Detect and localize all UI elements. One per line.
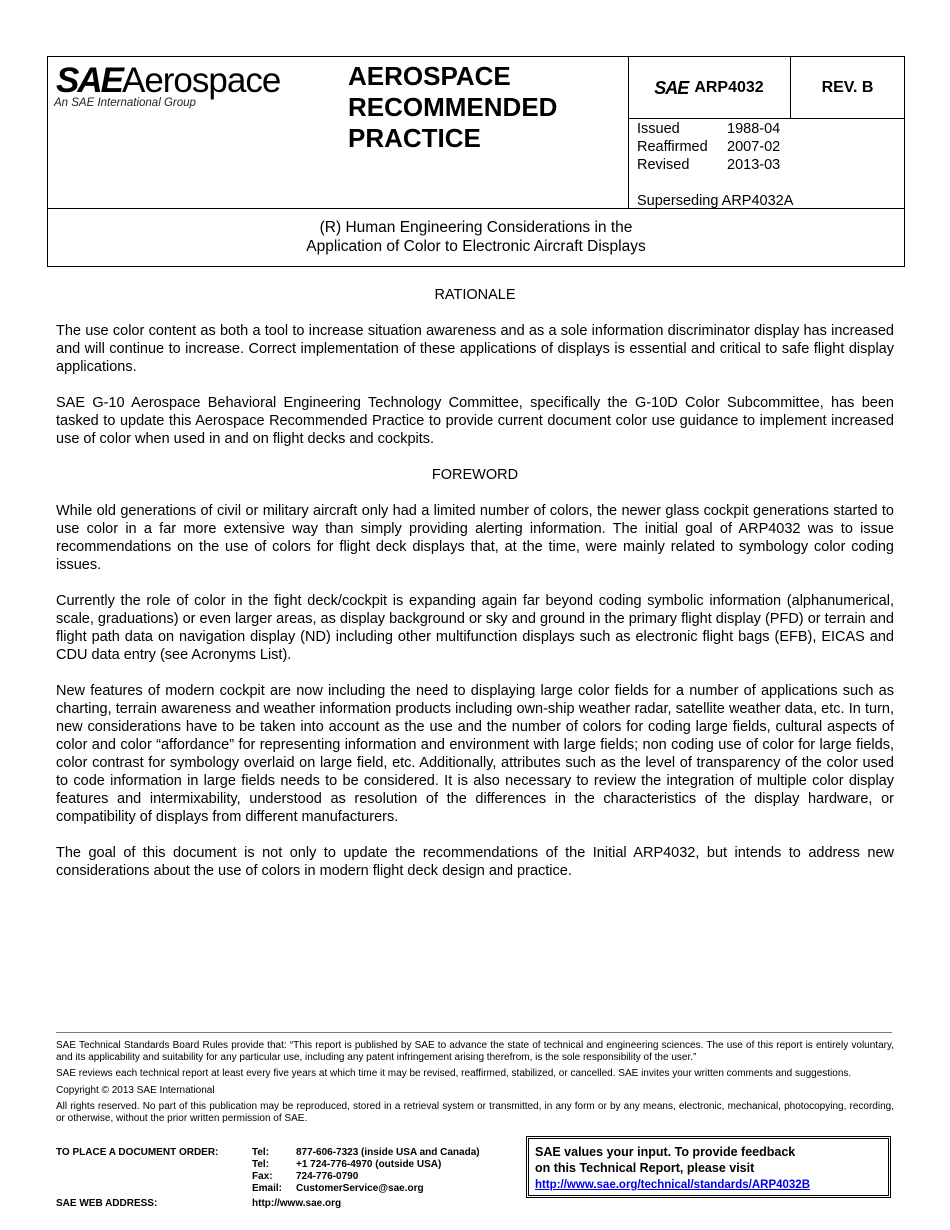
feedback-text: on this Technical Report, please visit bbox=[535, 1161, 755, 1175]
date-row: Reaffirmed 2007-02 bbox=[637, 139, 781, 155]
body-paragraph: SAE G-10 Aerospace Behavioral Engineering Technology Committee, specifically the G-10D Color Subcommittee, has been tasked to update this Aerospace Recommended Practice to provide current document color use guidance to implement increased use of color when used in and on flight decks and cockpits. bbox=[56, 395, 894, 447]
footer-paragraph: All rights reserved. No part of this publication may be reproduced, stored in a retrieval system or transmitted, in any form or by any means, electronic, mechanical, photocopying, recording, or otherwise, without the prior written permission of SAE. bbox=[56, 1101, 894, 1124]
superseding-note: Superseding ARP4032A bbox=[637, 193, 794, 209]
logo-sae-text: SAE bbox=[56, 61, 122, 100]
document-body bbox=[56, 286, 894, 898]
contact-row: Tel: +1 724-776-4970 (outside USA) bbox=[252, 1159, 442, 1170]
document-number: ARP4032 bbox=[694, 79, 764, 96]
logo-tagline: An SAE International Group bbox=[54, 97, 196, 109]
body-paragraph: While old generations of civil or military aircraft only had a limited number of colors, the newer glass cockpit generations started to use color in a far more extensive way than simply providing alerting information. The initial goal of ARP4032 was to issue recommendations on the use of colors for flight deck displays that, at the time, were mainly related to symbology color coding issues. bbox=[56, 503, 894, 573]
web-address-label: SAE WEB ADDRESS: bbox=[56, 1198, 158, 1209]
legal-footer bbox=[56, 1040, 894, 1129]
contact-row: Fax: 724-776-0790 bbox=[252, 1171, 359, 1182]
web-address-value: http://www.sae.org bbox=[252, 1198, 342, 1209]
section-heading-foreword: FOREWORD bbox=[431, 467, 519, 483]
contact-row: Email: CustomerService@sae.org bbox=[252, 1183, 424, 1194]
body-paragraph: The goal of this document is not only to update the recommendations of the Initial ARP4032, but intends to address new considerations about the use of colors in modern flight deck design and practice. bbox=[56, 845, 894, 879]
title-line: AEROSPACE bbox=[348, 61, 511, 91]
document-number-cell bbox=[628, 57, 790, 119]
footer-paragraph: SAE Technical Standards Board Rules provide that: “This report is published by SAE to advance the state of technical and engineering sciences. The use of this report is entirely voluntary, and its applicability and suitability for any particular use, including any patent infringement arising therefrom, is the sole responsibility of the user.” bbox=[56, 1040, 894, 1063]
contact-row: Tel: 877-606-7323 (inside USA and Canada) bbox=[252, 1147, 480, 1158]
document-type-title bbox=[348, 61, 557, 154]
footer-paragraph: SAE reviews each technical report at least every five years at which time it may be revised, reaffirmed, stabilized, or cancelled. SAE invites your written comments and suggestions. bbox=[56, 1068, 852, 1079]
body-paragraph: New features of modern cockpit are now including the need to displaying large color fields for a number of applications such as charting, terrain awareness and weather information products including own-ship weather radar, satellite weather data, etc. In turn, new considerations have to be taken into account as the use and the number of colors for coding large fields, cultural aspects of color and color “affordance” for representing information and environment with large fields; non coding use of color for large fields, color contrast for symbology overlaid on large field, etc. Additionally, attributes such as the level of transparency of the color used to code information in large fields needs to be considered. It is also necessary to review the integration of multiple color display features and intermixability, understood as resolution of the differences in the characteristics of the display hardware, or compatibility of displays from different manufacturers. bbox=[56, 683, 894, 825]
revision-label: REV. B bbox=[821, 79, 874, 96]
date-row: Issued 1988-04 bbox=[637, 121, 781, 137]
date-history bbox=[637, 120, 793, 210]
order-label: TO PLACE A DOCUMENT ORDER: bbox=[56, 1147, 219, 1158]
feedback-text: SAE values your input. To provide feedback bbox=[535, 1145, 796, 1159]
copyright-notice: Copyright © 2013 SAE International bbox=[56, 1084, 215, 1096]
body-paragraph: The use color content as both a tool to increase situation awareness and as a sole information discriminator display has increased and will continue to increase. Correct implementation of these applications of displays is essential and critical to safe flight display applications. bbox=[56, 323, 894, 375]
subject-line: Application of Color to Electronic Aircraft Displays bbox=[306, 238, 646, 255]
sae-aerospace-logo bbox=[48, 57, 338, 209]
body-paragraph: Currently the role of color in the fight deck/cockpit is expanding again far beyond coding symbolic information (alphanumerical, scale, graduations) or even larger areas, as display background or sky and ground in the primary flight display (PFD) or terrain and flight path data on navigation display (ND) including other multifunction displays such as electronic flight bags (EFB), EICAS and CDU data entry (see Acronyms List). bbox=[56, 593, 894, 663]
feedback-link[interactable]: http://www.sae.org/technical/standards/ARP4032B bbox=[535, 1179, 811, 1191]
feedback-box bbox=[526, 1136, 891, 1198]
section-heading-rationale: RATIONALE bbox=[434, 287, 516, 303]
title-line: PRACTICE bbox=[348, 123, 481, 153]
logo-aerospace-text: Aerospace bbox=[121, 61, 281, 100]
subject-line: (R) Human Engineering Considerations in the bbox=[319, 219, 633, 236]
document-subject bbox=[48, 209, 904, 266]
sae-mini-logo-icon: SAE bbox=[654, 77, 689, 98]
date-row: Revised 2013-03 bbox=[637, 157, 781, 173]
footer-divider bbox=[56, 1032, 892, 1033]
web-address-block bbox=[56, 1198, 456, 1209]
title-line: RECOMMENDED bbox=[348, 92, 558, 122]
document-header bbox=[47, 56, 905, 267]
